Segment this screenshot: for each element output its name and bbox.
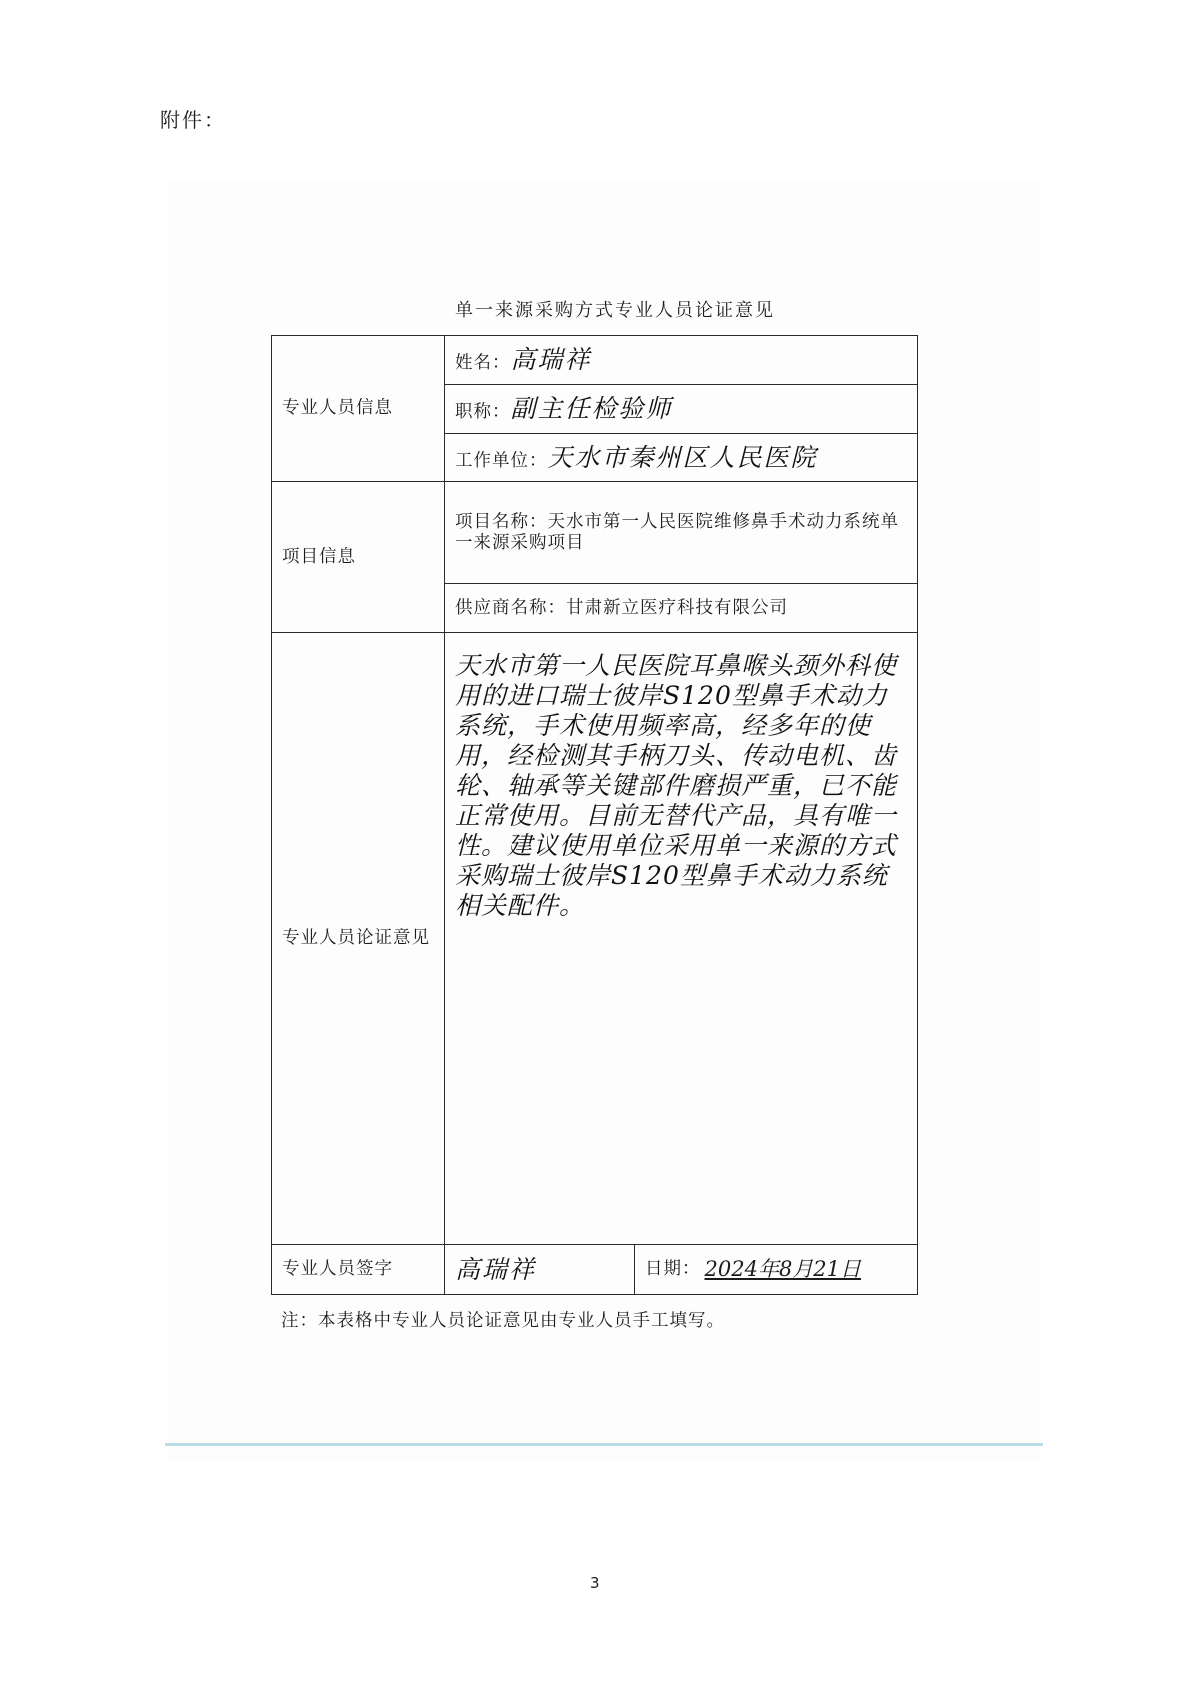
supplier-name: 供应商名称：甘肃新立医疗科技有限公司 xyxy=(445,584,918,633)
expert-info-label: 专业人员信息 xyxy=(272,336,445,482)
opinion-label: 专业人员论证意见 xyxy=(272,633,445,1245)
form-note: 注：本表格中专业人员论证意见由专业人员手工填写。 xyxy=(281,1311,725,1331)
date-cell xyxy=(635,1245,918,1295)
title-row xyxy=(445,385,918,434)
date-value: 2024年8月21日 xyxy=(704,1256,862,1281)
expert-opinion-form xyxy=(271,335,918,1295)
date-label: 日期： xyxy=(645,1259,701,1279)
name-label: 姓名： xyxy=(455,353,511,373)
page-number: 3 xyxy=(590,1574,600,1592)
project-name: 项目名称：天水市第一人民医院维修鼻手术动力系统单一来源采购项目 xyxy=(445,482,918,584)
project-info-label: 项目信息 xyxy=(272,482,445,633)
employer-label: 工作单位： xyxy=(455,450,548,471)
name-row xyxy=(445,336,918,385)
scan-edge-line xyxy=(165,1443,1043,1446)
title-label: 职称： xyxy=(455,402,511,422)
form-title: 单一来源采购方式专业人员论证意见 xyxy=(455,300,775,321)
employer-row xyxy=(445,434,918,482)
employer-value: 天水市秦州区人民医院 xyxy=(547,442,818,472)
signature-value: 高瑞祥 xyxy=(455,1254,537,1284)
name-value: 高瑞祥 xyxy=(510,345,592,374)
opinion-text: 天水市第一人民医院耳鼻喉头颈外科使用的进口瑞士彼岸S120型鼻手术动力系统，手术使用频率高，经多年的使用，经检测其手柄刀头、传动电机、齿轮、轴承等关键部件磨损严重，已不能正常使用。目前无替代产品，具有唯一性。建议使用单位采用单一来源的方式采购瑞士彼岸S120型鼻手术动力系统相关配件。 xyxy=(445,633,918,1245)
signature-cell xyxy=(445,1245,635,1295)
title-value: 副主任检验师 xyxy=(510,394,673,423)
signature-label: 专业人员签字 xyxy=(272,1245,445,1295)
attachment-label: 附件： xyxy=(160,108,226,132)
